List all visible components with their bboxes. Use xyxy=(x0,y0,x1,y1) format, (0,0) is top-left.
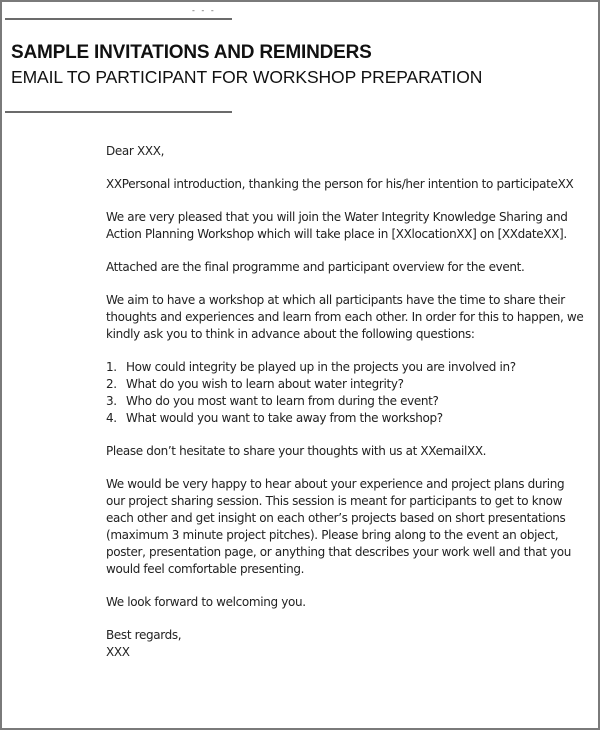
signoff: Best regards, xyxy=(106,628,182,642)
question-number: 3. xyxy=(106,394,117,408)
question-text: How could integrity be played up in the projects you are involved in? xyxy=(126,360,516,374)
signature-block xyxy=(106,627,586,661)
document-title: SAMPLE INVITATIONS AND REMINDERS xyxy=(11,42,372,63)
attached-paragraph: Attached are the final programme and participant overview for the event. xyxy=(106,260,525,274)
intro-paragraph: XXPersonal introduction, thanking the person for his/her intention to participateXX xyxy=(106,177,574,191)
question-item xyxy=(106,376,586,393)
questions-list xyxy=(106,359,586,427)
question-item xyxy=(106,410,586,427)
join-paragraph: We are very pleased that you will join the Water Integrity Knowledge Sharing and Action Planning Workshop which will take place in [XXlocationXX] on [XXdateXX]. xyxy=(106,210,568,241)
share-paragraph: Please don’t hesitate to share your thoughts with us at XXemailXX. xyxy=(106,444,487,458)
closing-paragraph: We look forward to welcoming you. xyxy=(106,595,306,609)
question-item xyxy=(106,359,586,376)
aim-paragraph: We aim to have a workshop at which all participants have the time to share their thoughts and experiences and learn from each other. In order for this to happen, we kindly ask you to think in advance about the following questions: xyxy=(106,293,584,341)
signature-name: XXX xyxy=(106,645,130,659)
question-text: What do you wish to learn about water integrity? xyxy=(126,377,404,391)
question-number: 2. xyxy=(106,377,117,391)
greeting: Dear XXX, xyxy=(106,144,165,158)
question-text: Who do you most want to learn from during the event? xyxy=(126,394,439,408)
session-paragraph: We would be very happy to hear about your experience and project plans during our project sharing session. This session is meant for participants to get to know each other and get insight on each other’s projects based on short presentations (maximum 3 minute project pitches). Please bring along to the event an object, poster, presentation page, or anything that describes your work well and that you would feel comfortable presenting. xyxy=(106,477,572,576)
header-decoration: - - - xyxy=(192,6,216,15)
header-divider xyxy=(5,111,232,113)
letter-body xyxy=(106,143,586,661)
question-text: What would you want to take away from the workshop? xyxy=(126,411,443,425)
question-item xyxy=(106,393,586,410)
question-number: 1. xyxy=(106,360,117,374)
top-divider xyxy=(5,18,232,20)
question-number: 4. xyxy=(106,411,117,425)
document-subtitle: EMAIL TO PARTICIPANT FOR WORKSHOP PREPARATION xyxy=(11,67,483,87)
